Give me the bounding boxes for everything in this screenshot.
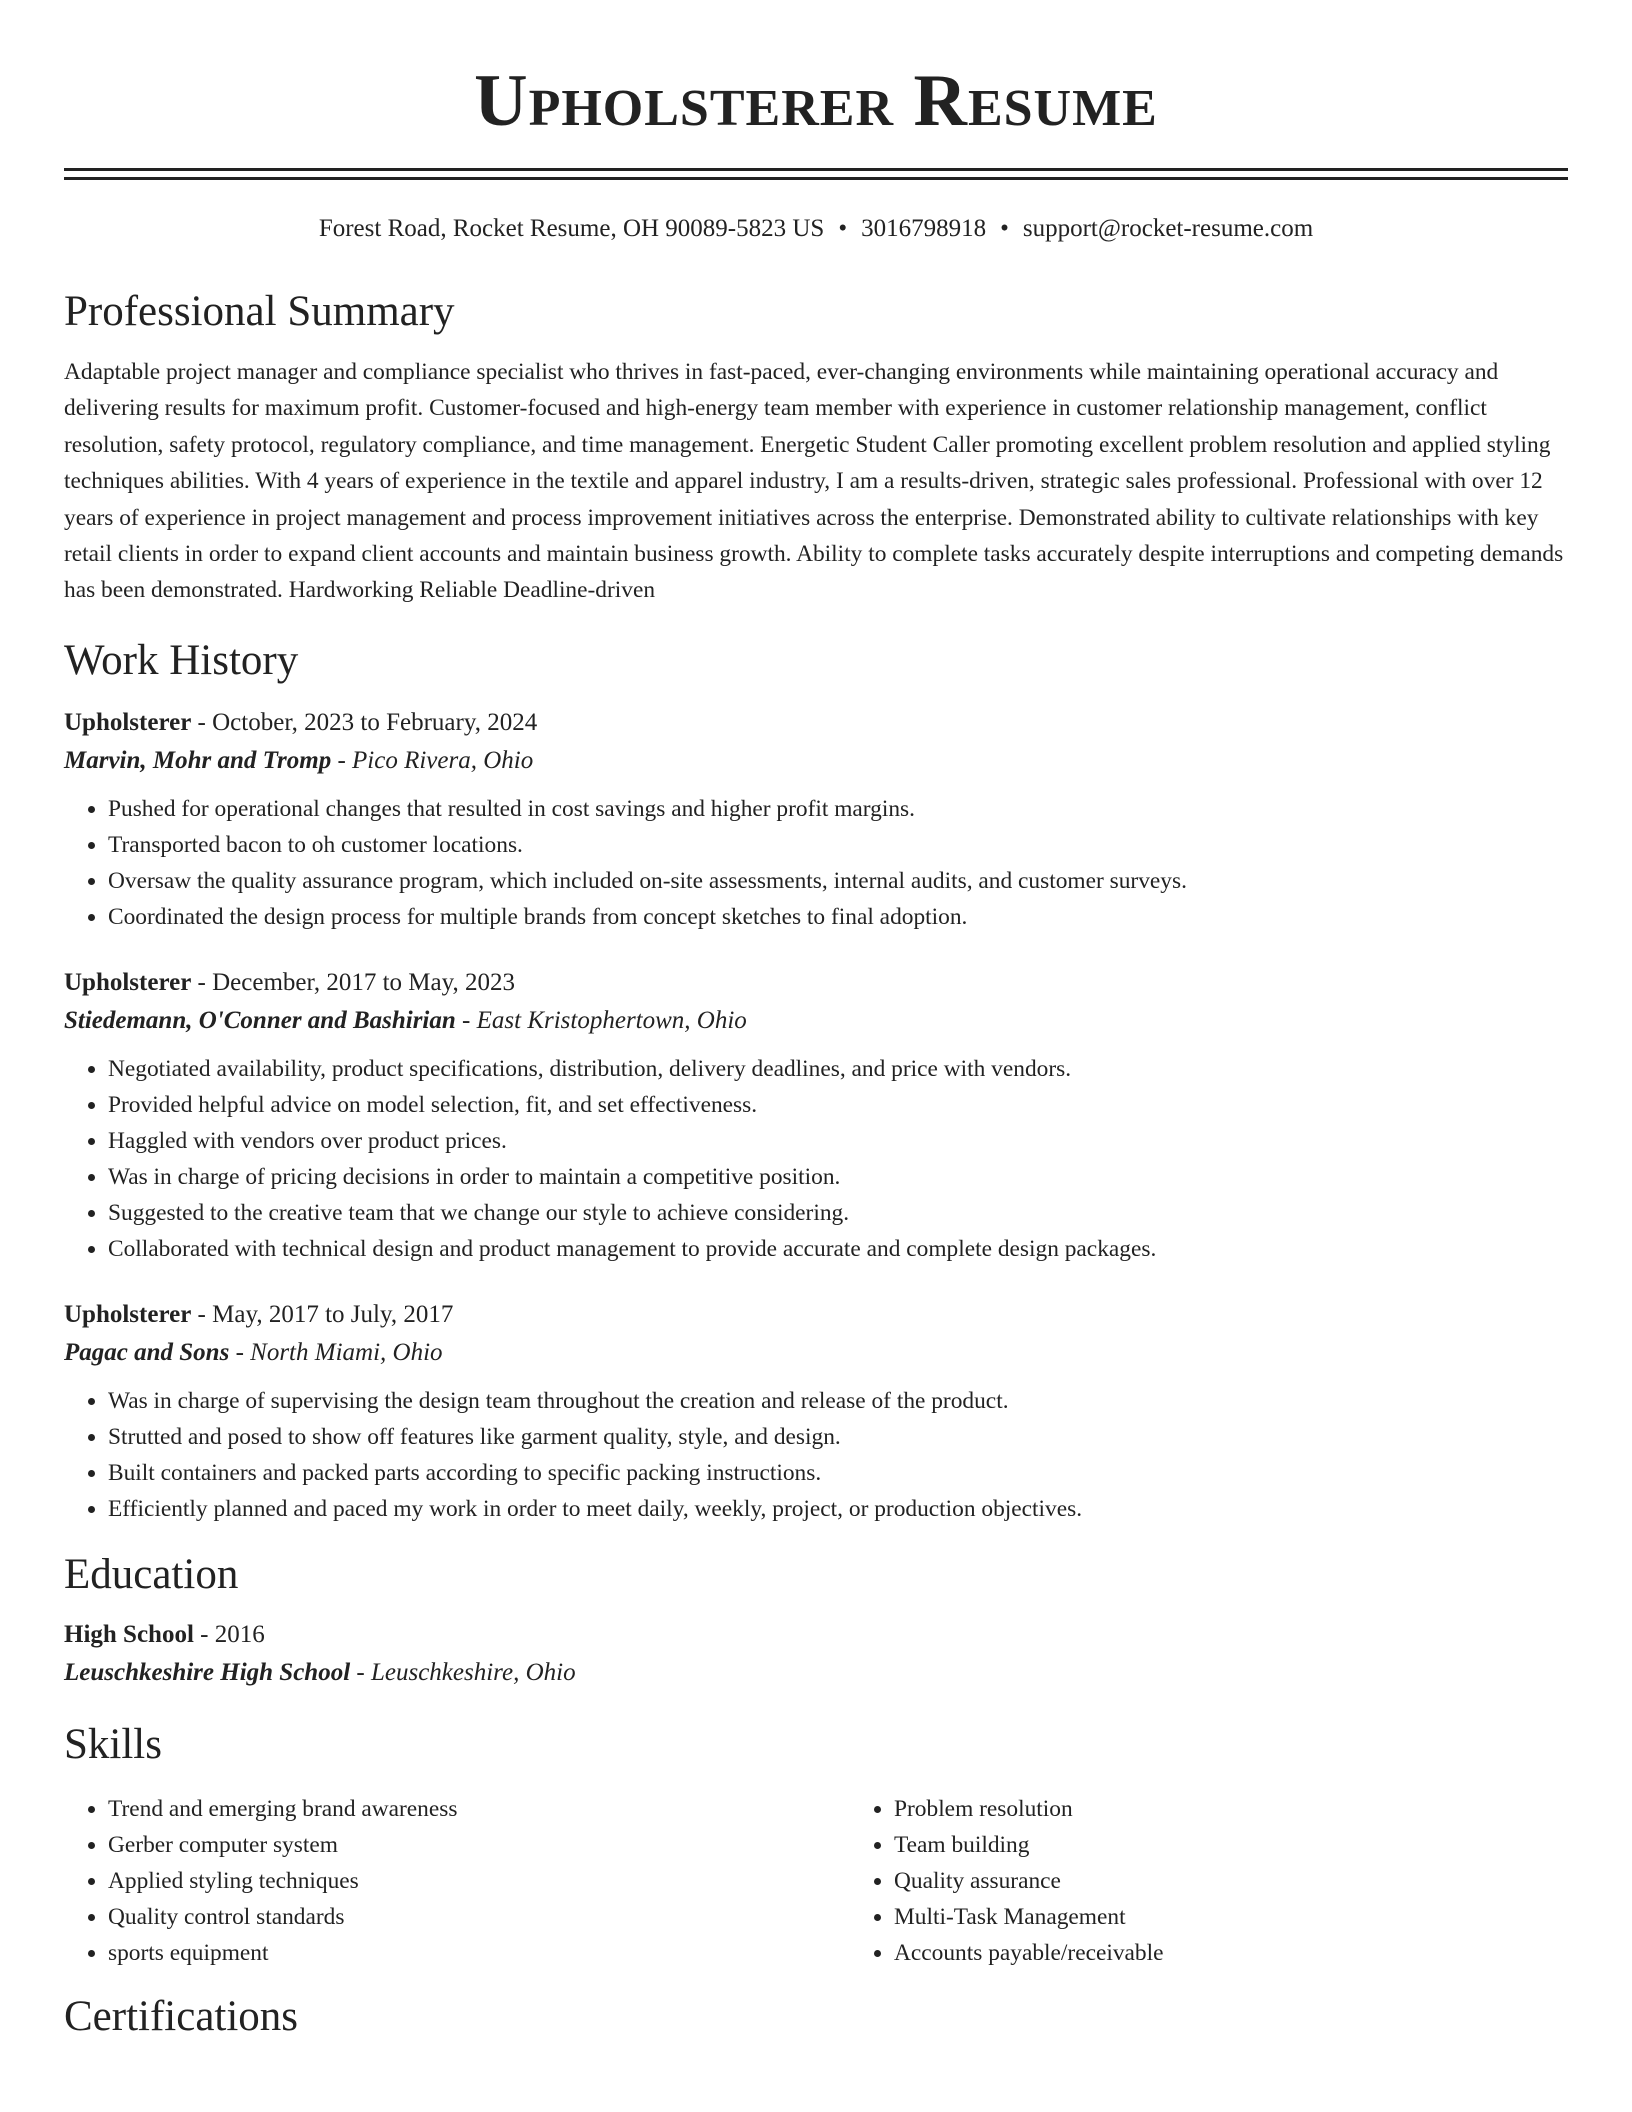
skills-heading: Skills: [64, 1720, 162, 1768]
job-location: - North Miami, Ohio: [229, 1338, 443, 1366]
job-title-line: [64, 705, 1568, 741]
job-dates: - December, 2017 to May, 2023: [191, 968, 515, 996]
job-bullet: • Coordinated the design process for multiple brands from concept sketches to final adoption.: [108, 899, 1568, 935]
education-degree: High School: [64, 1620, 194, 1648]
job-location: - Pico Rivera, Ohio: [331, 746, 534, 774]
skills-list-right: [850, 1791, 1164, 1971]
job-entry: [64, 705, 1568, 935]
job-company-line: [64, 1333, 1568, 1373]
contact-separator: •: [838, 215, 848, 242]
job-title: Upholsterer: [64, 1300, 192, 1328]
job-bullet: • Strutted and posed to show off features like garment quality, style, and design.: [108, 1419, 1568, 1455]
skill-item: • Trend and emerging brand awareness: [108, 1791, 850, 1827]
job-dates: - October, 2023 to February, 2024: [191, 708, 538, 736]
job-bullet: • Was in charge of pricing decisions in order to maintain a competitive position.: [108, 1159, 1568, 1195]
skills-list-left: [64, 1791, 850, 1971]
title-divider-thin: [64, 177, 1568, 180]
skill-item: • Gerber computer system: [108, 1827, 850, 1863]
job-company-line: [64, 1001, 1568, 1041]
job-bullet: • Pushed for operational changes that resulted in cost savings and higher profit margins.: [108, 791, 1568, 827]
resume-title: Upholsterer Resume: [474, 60, 1158, 142]
job-company: Marvin, Mohr and Tromp: [64, 746, 332, 774]
job-bullet: • Haggled with vendors over product prices.: [108, 1123, 1568, 1159]
certifications-heading: Certifications: [64, 1992, 299, 2040]
job-company-line: [64, 741, 1568, 781]
contact-line: [64, 214, 1568, 244]
job-company: Pagac and Sons: [64, 1338, 230, 1366]
job-bullet: • Negotiated availability, product specifications, distribution, delivery deadlines, and price with vendors.: [108, 1051, 1568, 1087]
education-heading: Education: [64, 1550, 239, 1598]
summary-heading: Professional Summary: [64, 288, 455, 335]
education-degree-line: [64, 1617, 1568, 1653]
title-divider-thick: [64, 168, 1568, 171]
job-title: Upholsterer: [64, 968, 192, 996]
job-bullet: • Provided helpful advice on model selection, fit, and set effectiveness.: [108, 1087, 1568, 1123]
job-bullet: • Efficiently planned and paced my work in order to meet daily, weekly, project, or production objectives.: [108, 1491, 1568, 1527]
skill-item: • Applied styling techniques: [108, 1863, 850, 1899]
work-history-heading: Work History: [64, 636, 299, 684]
contact-phone: 3016798918: [861, 215, 987, 242]
job-entry: [64, 965, 1568, 1267]
job-title-line: [64, 1297, 1568, 1333]
education-school-line: [64, 1653, 1568, 1693]
skill-item: • sports equipment: [108, 1935, 850, 1971]
job-title-line: [64, 965, 1568, 1001]
job-location: - East Kristophertown, Ohio: [455, 1006, 747, 1034]
job-bullet: • Built containers and packed parts according to specific packing instructions.: [108, 1455, 1568, 1491]
education-entry: [64, 1617, 1568, 1693]
skill-item: • Multi-Task Management: [894, 1899, 1164, 1935]
job-company: Stiedemann, O'Conner and Bashirian: [64, 1006, 456, 1034]
summary-text: Adaptable project manager and compliance specialist who thrives in fast-paced, ever-changing environments while maintaining operational accuracy and delivering results for maximum profit. Customer-focused and high-energy team member with experience in customer relationship management, conflict resolution, safety protocol, regulatory compliance, and time management. Energetic Student Caller promoting excellent problem resolution and applied styling techniques abilities. With 4 years of experience in the textile and apparel industry, I am a results-driven, strategic sales professional. Professional with over 12 years of experience in project management and process improvement initiatives across the enterprise. Demonstrated ability to cultivate relationships with key retail clients in order to expand client accounts and maintain business growth. Ability to complete tasks accurately despite interruptions and competing demands has been demonstrated. Hardworking Reliable Deadline-driven: [64, 359, 1564, 604]
job-dates: - May, 2017 to July, 2017: [191, 1300, 454, 1328]
contact-email: support@rocket-resume.com: [1022, 215, 1314, 242]
contact-separator: •: [1000, 215, 1009, 242]
skill-item: • Team building: [894, 1827, 1164, 1863]
job-entry: [64, 1297, 1568, 1527]
job-bullet: • Transported bacon to oh customer locations.: [108, 827, 1568, 863]
job-bullet: • Oversaw the quality assurance program, which included on-site assessments, internal audits, and customer surveys.: [108, 863, 1568, 899]
skill-item: • Quality control standards: [108, 1899, 850, 1935]
skill-item: • Quality assurance: [894, 1863, 1164, 1899]
skill-item: • Accounts payable/receivable: [894, 1935, 1164, 1971]
job-bullets: [64, 1051, 1568, 1267]
job-title: Upholsterer: [64, 708, 192, 736]
contact-address: Forest Road, Rocket Resume, OH 90089-5823 US: [318, 215, 825, 242]
job-bullet: • Collaborated with technical design and product management to provide accurate and complete design packages.: [108, 1231, 1568, 1267]
job-bullets: [64, 1383, 1568, 1527]
skill-item: • Problem resolution: [894, 1791, 1164, 1827]
job-bullet: • Suggested to the creative team that we change our style to achieve considering.: [108, 1195, 1568, 1231]
education-school: Leuschkeshire High School: [64, 1658, 351, 1686]
education-year: - 2016: [193, 1620, 265, 1648]
job-bullet: • Was in charge of supervising the design team throughout the creation and release of the product.: [108, 1383, 1568, 1419]
skills-columns: [64, 1791, 1568, 1971]
education-location: - Leuschkeshire, Ohio: [350, 1658, 576, 1686]
job-bullets: [64, 791, 1568, 935]
